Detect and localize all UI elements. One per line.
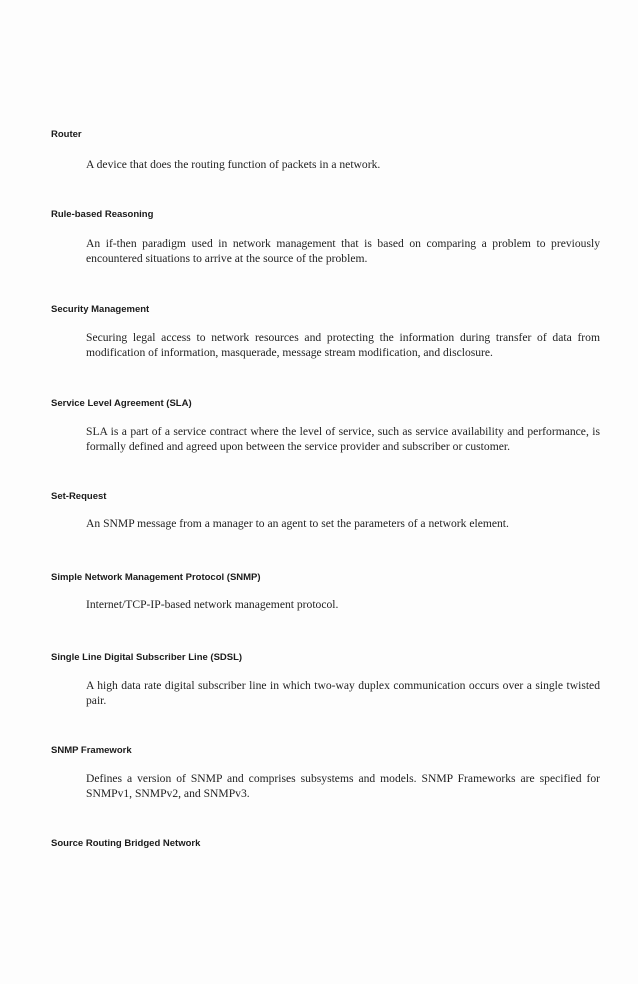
glossary-definition-sla: SLA is a part of a service contract where the level of service, such as service availability and performance, is formally defined and agreed upon between the service provider and subscriber or customer. — [86, 425, 600, 453]
glossary-term-sla: Service Level Agreement (SLA) — [51, 398, 192, 409]
glossary-term-router: Router — [51, 129, 82, 140]
glossary-term-source-routing-bridged-network: Source Routing Bridged Network — [51, 838, 201, 849]
glossary-term-sdsl: Single Line Digital Subscriber Line (SDSL) — [51, 652, 243, 663]
glossary-definition-sdsl: A high data rate digital subscriber line in which two-way duplex communication occurs over a single twisted pair. — [86, 679, 600, 707]
glossary-definition-rule-based-reasoning: An if-then paradigm used in network management that is based on comparing a problem to previously encountered situations to arrive at the source of the problem. — [86, 237, 600, 265]
glossary-definition-set-request: An SNMP message from a manager to an agent to set the parameters of a network element. — [86, 517, 509, 530]
glossary-term-security-management: Security Management — [51, 304, 150, 315]
glossary-definition-snmp-framework: Defines a version of SNMP and comprises subsystems and models. SNMP Frameworks are specified for SNMPv1, SNMPv2, and SNMPv3. — [86, 772, 600, 800]
glossary-term-snmp: Simple Network Management Protocol (SNMP) — [51, 572, 261, 583]
glossary-term-rule-based-reasoning: Rule-based Reasoning — [51, 209, 154, 220]
glossary-definition-snmp: Internet/TCP-IP-based network management protocol. — [86, 598, 339, 611]
glossary-term-set-request: Set-Request — [51, 491, 107, 502]
glossary-term-snmp-framework: SNMP Framework — [51, 745, 132, 756]
glossary-definition-security-management: Securing legal access to network resources and protecting the information during transfer of data from modification of information, masquerade, message stream modification, and disclosure. — [86, 331, 600, 359]
glossary-definition-router: A device that does the routing function of packets in a network. — [86, 158, 381, 171]
